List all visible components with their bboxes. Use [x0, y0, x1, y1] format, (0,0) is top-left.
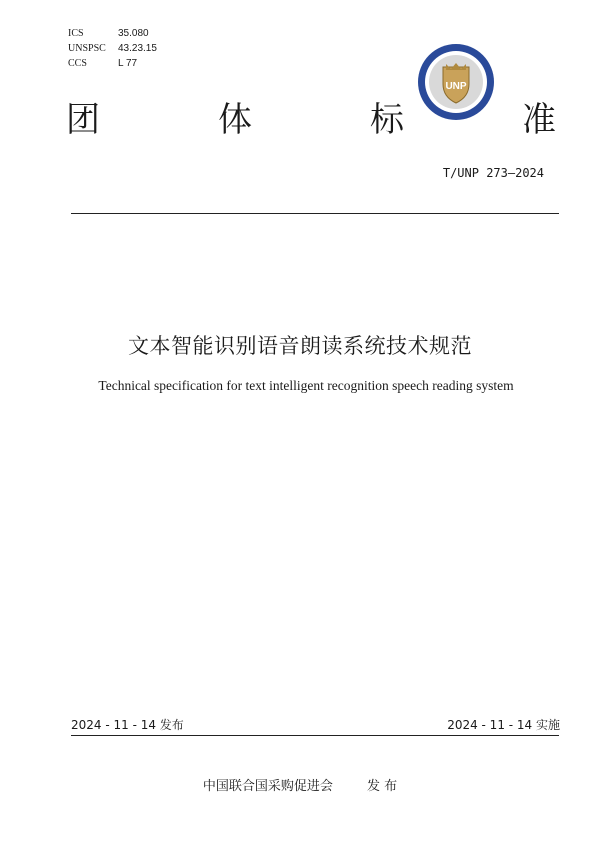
unspsc-value: 43.23.15	[118, 43, 157, 54]
heading-char-2: 体	[218, 100, 252, 140]
unspsc-label: UNSPSC	[68, 43, 106, 54]
publisher-line	[0, 775, 600, 794]
issue-date: 2024 - 11 - 14 发布	[71, 718, 184, 732]
classification-codes	[68, 26, 157, 71]
ccs-label: CCS	[68, 58, 87, 69]
standard-number: T/UNP 273—2024	[442, 166, 544, 180]
ics-value: 35.080	[118, 28, 149, 39]
ccs-value: L 77	[118, 58, 138, 69]
heading-char-1: 团	[66, 100, 100, 140]
unspsc-row	[68, 41, 157, 56]
heading-char-4: 准	[522, 100, 556, 140]
document-title-english: Technical specification for text intelligent recognition speech reading system	[98, 378, 514, 393]
group-standard-heading	[66, 100, 556, 140]
heading-char-3: 标	[370, 100, 404, 140]
ics-label: ICS	[68, 28, 84, 39]
top-divider	[71, 213, 559, 214]
implementation-date: 2024 - 11 - 14 实施	[447, 718, 560, 732]
document-title-chinese: 文本智能识别语音朗读系统技术规范	[128, 334, 472, 358]
publisher-action: 发 布	[367, 779, 398, 794]
bottom-divider	[71, 735, 559, 736]
logo-text: UNP	[445, 81, 467, 92]
ics-row	[68, 26, 157, 41]
ccs-row	[68, 56, 157, 71]
publisher-organization: 中国联合国采购促进会	[202, 779, 333, 794]
